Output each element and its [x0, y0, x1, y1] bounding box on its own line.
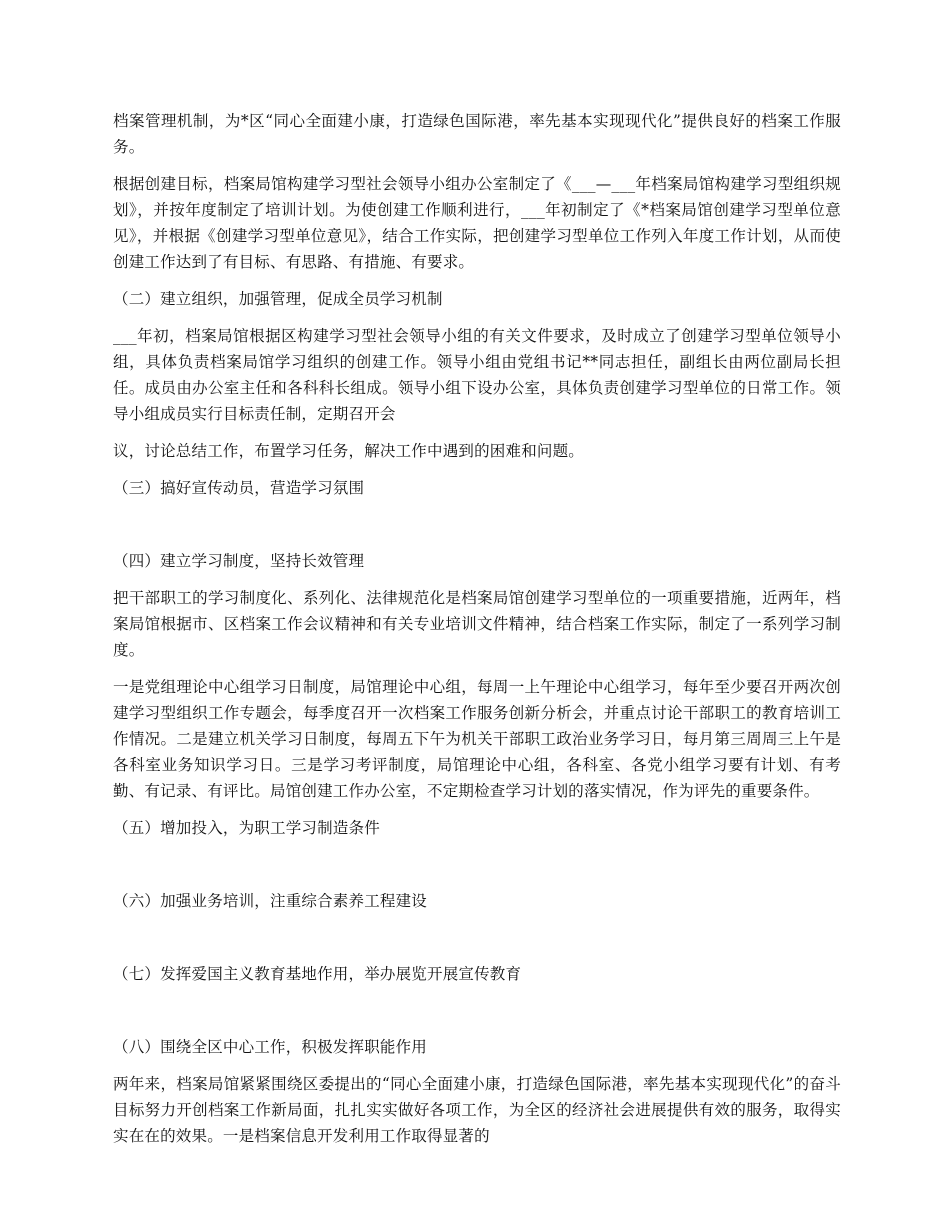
paragraph: 一是党组理论中心组学习日制度，局馆理论中心组，每周一上午理论中心组学习，每年至少要召开两次创建学习型组织工作专题会，每季度召开一次档案工作服务创新分析会，并重点讨论干部职工的教育培训工作情况。二是建立机关学习日制度，每周五下午为机关干部职工政治业务学习日，每月第三周周三上午是各科室业务知识学习日。三是学习考评制度，局馆理论中心组，各科室、各党小组学习要有计划、有考勤、有记录、有评比。局馆创建工作办公室，不定期检查学习计划的落实情况，作为评先的重要条件。	[113, 678, 841, 800]
section-heading: （八）围绕全区中心工作，积极发挥职能作用	[113, 1038, 428, 1056]
paragraph: 档案管理机制，为*区“同心全面建小康，打造绿色国际港，率先基本实现现代化”提供良好的档案工作服务。	[113, 112, 841, 156]
paragraph: 根据创建目标，档案局馆构建学习型社会领导小组办公室制定了《___—___年档案局馆构建学习型组织规划》，并按年度制定了培训计划。为使创建工作顺利进行，___年初制定了《*档案局馆创建学习型单位意见》，并根据《创建学习型单位意见》，结合工作实际，把创建学习型单位工作列入年度工作计划，从而使创建工作达到了有目标、有思路、有措施、有要求。	[113, 175, 841, 271]
section-heading: （五）增加投入，为职工学习制造条件	[113, 819, 380, 837]
paragraph: 议，讨论总结工作，布置学习任务，解决工作中遇到的困难和问题。	[113, 442, 585, 460]
document-page	[113, 108, 841, 1149]
section-heading: （六）加强业务培训，注重综合素养工程建设	[113, 892, 428, 910]
paragraph: ___年初，档案局馆根据区构建学习型社会领导小组的有关文件要求，及时成立了创建学习型单位领导小组，具体负责档案局馆学习组织的创建工作。领导小组由党组书记**同志担任，副组长由两位副局长担任。成员由办公室主任和各科科长组成。领导小组下设办公室，具体负责创建学习型单位的日常工作。领导小组成员实行目标责任制，定期召开会	[113, 327, 841, 423]
paragraph: 把干部职工的学习制度化、系列化、法律规范化是档案局馆创建学习型单位的一项重要措施，近两年，档案局馆根据市、区档案工作会议精神和有关专业培训文件精神，结合档案工作实际，制定了一系列学习制度。	[113, 589, 841, 659]
section-heading: （三）搞好宣传动员，营造学习氛围	[113, 479, 365, 497]
paragraph: 两年来，档案局馆紧紧围绕区委提出的“同心全面建小康，打造绿色国际港，率先基本实现现代化”的奋斗目标努力开创档案工作新局面，扎扎实实做好各项工作，为全区的经济社会进展提供有效的服务，取得实实在在的效果。一是档案信息开发利用工作取得显著的	[113, 1075, 841, 1145]
section-heading: （四）建立学习制度，坚持长效管理	[113, 552, 365, 570]
section-heading: （七）发挥爱国主义教育基地作用，举办展览开展宣传教育	[113, 965, 522, 983]
section-heading: （二）建立组织，加强管理，促成全员学习机制	[113, 290, 443, 308]
